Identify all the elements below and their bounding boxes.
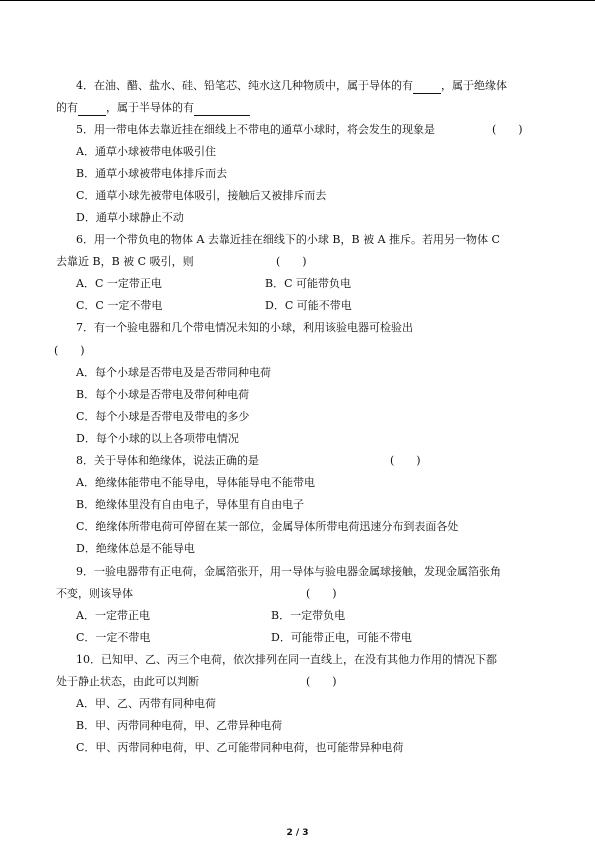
question-7-stem: 7．有一个验电器和几个带电情况未知的小球，利用该验电器可检验出 [76, 321, 413, 334]
question-5-answer-paren[interactable]: ( ) [492, 123, 523, 136]
question-5-option-a: A．通草小球被带电体吸引住 [76, 145, 216, 158]
question-9-option-c: C．一定不带电 [76, 631, 151, 644]
question-5-stem [76, 122, 435, 138]
question-6-option-b: B．C 可能带负电 [265, 277, 351, 290]
question-9-option-a: A．一定带正电 [76, 609, 150, 622]
question-6-stem-line-2: 去靠近 B，B 被 C 吸引，则 [56, 255, 194, 268]
question-8-option-c: C．绝缘体所带电荷可停留在某一部位，金属导体所带电荷迅速分布到表面各处 [76, 520, 459, 533]
question-10-stem-line-1: 10．已知甲、乙、丙三个电荷，依次排列在同一直线上，在没有其他力作用的情况下都 [76, 653, 497, 666]
question-6-answer-paren[interactable]: ( ) [276, 255, 307, 268]
question-4-text: 4．在油、醋、盐水、硅、铅笔芯、纯水这几种物质中，属于导体的有 [76, 79, 413, 92]
answer-blank-insulators[interactable] [78, 103, 106, 116]
question-9-option-d: D．可能带正电，可能不带电 [271, 631, 412, 644]
question-8-stem: 8．关于导体和绝缘体，说法正确的是 [76, 454, 259, 467]
question-4-text: ，属于绝缘体 [441, 79, 507, 92]
question-6-option-a: A．C 一定带正电 [76, 277, 162, 290]
question-9-stem-line-1: 9．一验电器带有正电荷，金属箔张开，用一导体与验电器金属球接触，发现金属箔张角 [76, 565, 501, 578]
question-10-option-c: C．甲、丙带同种电荷，甲、乙可能带同种电荷，也可能带异种电荷 [76, 741, 404, 754]
question-7-option-b: B．每个小球是否带电及带何种电荷 [76, 388, 250, 401]
question-7-option-d: D．每个小球的以上各项带电情况 [76, 432, 239, 445]
question-5-text: 5．用一带电体去靠近挂在细线上不带电的通草小球时，将会发生的现象是 [76, 123, 435, 136]
question-5-option-d: D．通草小球静止不动 [76, 211, 184, 224]
question-4-text: ，属于半导体的有 [106, 101, 194, 114]
question-8-option-d: D．绝缘体总是不能导电 [76, 542, 195, 555]
page-top-rule [0, 0, 595, 1]
question-7-option-a: A．每个小球是否带电及是否带同种电荷 [76, 366, 271, 379]
answer-blank-conductors[interactable] [413, 81, 441, 94]
question-10-answer-paren[interactable]: ( ) [306, 675, 337, 688]
answer-blank-semiconductors[interactable] [194, 103, 250, 116]
question-10-option-a: A．甲、乙、丙带有同种电荷 [76, 697, 216, 710]
question-4-line-1 [76, 78, 507, 94]
question-8-option-a: A．绝缘体能带电不能导电，导体能导电不能带电 [76, 476, 315, 489]
question-4-text: 的有 [56, 101, 78, 114]
question-10-stem-line-2: 处于静止状态，由此可以判断 [56, 675, 199, 688]
question-8-option-b: B．绝缘体里没有自由电子，导体里有自由电子 [76, 498, 305, 511]
question-8-answer-paren[interactable]: ( ) [390, 454, 421, 467]
question-6-option-c: C．C 一定不带电 [76, 299, 163, 312]
question-10-option-b: B．甲、丙带同种电荷，甲、乙带异种电荷 [76, 719, 283, 732]
question-7-answer-paren[interactable]: ( ) [54, 344, 85, 357]
question-9-stem-line-2: 不变，则该导体 [56, 587, 133, 600]
question-6-option-d: D．C 可能不带电 [265, 299, 352, 312]
question-6-stem-line-1: 6．用一个带负电的物体 A 去靠近挂在细线下的小球 B，B 被 A 推斥。若用另一物体 C [76, 233, 500, 246]
page-number: 2 / 3 [286, 828, 309, 838]
question-5-option-b: B．通草小球被带电体排斥而去 [76, 167, 228, 180]
question-4-line-2 [56, 100, 250, 116]
question-7-option-c: C．每个小球是否带电及带电的多少 [76, 410, 250, 423]
question-9-answer-paren[interactable]: ( ) [306, 587, 337, 600]
question-5-option-c: C．通草小球先被带电体吸引，接触后又被排斥而去 [76, 189, 327, 202]
question-9-option-b: B．一定带负电 [271, 609, 346, 622]
